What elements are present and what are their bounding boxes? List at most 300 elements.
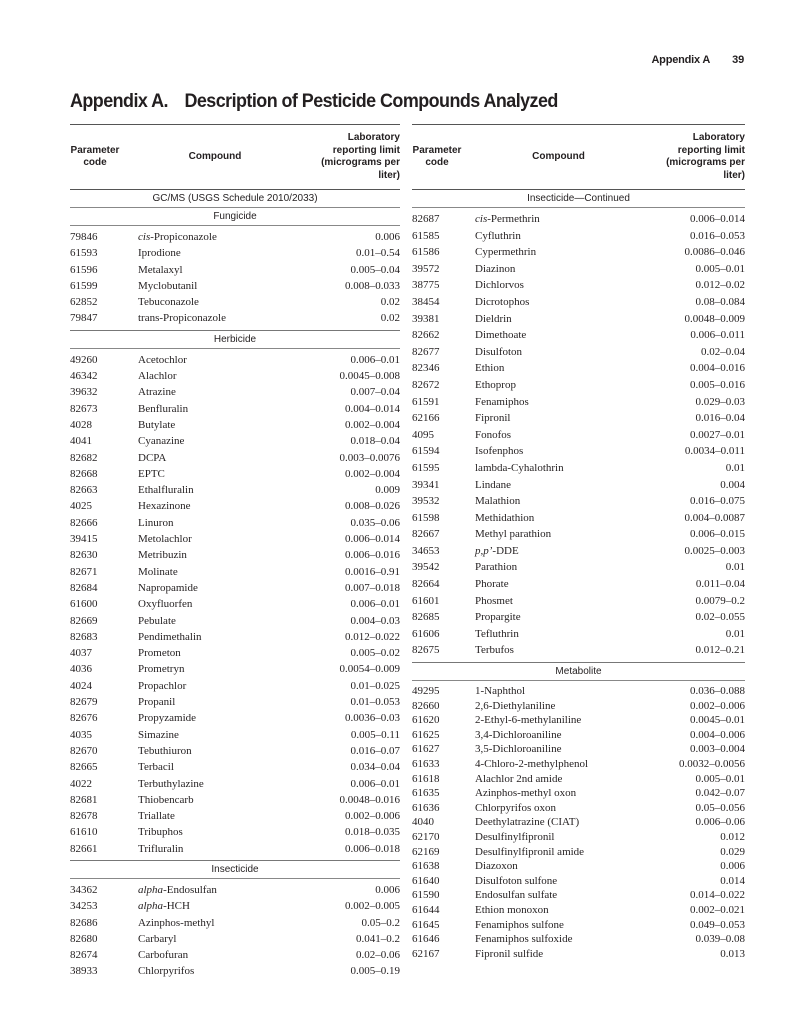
section-heading: Fungicide bbox=[70, 208, 400, 226]
compound-name bbox=[475, 410, 696, 427]
compound-base-name: Prometon bbox=[138, 647, 181, 660]
reporting-limit: 0.01–0.54 bbox=[356, 247, 400, 260]
table-row bbox=[70, 743, 400, 759]
compound-name bbox=[475, 626, 726, 643]
compound-base-name: Metolachlor bbox=[138, 533, 192, 546]
parameter-code: 61601 bbox=[412, 594, 440, 607]
compound-base-name: Simazine bbox=[138, 728, 179, 741]
parameter-code: 34653 bbox=[412, 544, 440, 557]
compound-name bbox=[475, 526, 690, 543]
table-row bbox=[70, 963, 400, 979]
parameter-code: 61599 bbox=[70, 279, 98, 292]
table-row bbox=[412, 294, 745, 311]
table-row bbox=[412, 427, 745, 444]
parameter-code: 61585 bbox=[412, 229, 440, 242]
compound-name bbox=[475, 918, 690, 933]
parameter-code: 61636 bbox=[412, 801, 440, 814]
header-parameter-code: Parameter code bbox=[412, 144, 462, 168]
reporting-limit: 0.0048–0.009 bbox=[684, 312, 745, 325]
running-head-label: Appendix A bbox=[651, 54, 711, 66]
table-row bbox=[412, 859, 745, 874]
reporting-limit: 0.012–0.02 bbox=[695, 279, 745, 292]
compound-name bbox=[138, 278, 345, 294]
reporting-limit: 0.018–0.035 bbox=[345, 826, 400, 839]
table-row bbox=[412, 684, 745, 699]
compound-name bbox=[475, 443, 685, 460]
compound-base-name: lambda-Cyhalothrin bbox=[475, 461, 564, 474]
reporting-limit: 0.006 bbox=[375, 883, 400, 896]
table-row bbox=[412, 493, 745, 510]
table-row bbox=[70, 898, 400, 914]
reporting-limit: 0.007–0.018 bbox=[345, 581, 400, 594]
compound-name bbox=[138, 580, 345, 596]
reporting-limit: 0.042–0.07 bbox=[695, 787, 745, 800]
parameter-code: 61590 bbox=[412, 889, 440, 902]
table-row bbox=[70, 727, 400, 743]
compound-base-name: Desulfinylfipronil amide bbox=[475, 845, 585, 858]
parameter-code: 82673 bbox=[70, 402, 98, 415]
table-row bbox=[70, 629, 400, 645]
compound-base-name: Metalaxyl bbox=[138, 263, 183, 276]
reporting-limit: 0.02–0.055 bbox=[695, 611, 745, 624]
compound-base-name: Disulfoton bbox=[475, 345, 523, 358]
compound-name bbox=[475, 932, 696, 947]
reporting-limit: 0.006–0.015 bbox=[690, 528, 745, 541]
reporting-limit: 0.006–0.016 bbox=[345, 549, 400, 562]
compound-base-name: Iprodione bbox=[138, 247, 181, 260]
compound-name bbox=[138, 629, 345, 645]
reporting-limit: 0.0045–0.008 bbox=[339, 370, 400, 383]
table-row bbox=[412, 526, 745, 543]
compound-name bbox=[475, 543, 685, 560]
compound-base-name: -Endosulfan bbox=[163, 883, 217, 896]
compound-base-name: Terbacil bbox=[138, 761, 174, 774]
reporting-limit: 0.002–0.006 bbox=[345, 810, 400, 823]
parameter-code: 82663 bbox=[70, 484, 98, 497]
compound-base-name: Napropamide bbox=[138, 581, 198, 594]
compound-name bbox=[475, 427, 690, 444]
reporting-limit: 0.016–0.075 bbox=[690, 495, 745, 508]
compound-name bbox=[475, 344, 701, 361]
table-row bbox=[70, 931, 400, 947]
compound-base-name: Linuron bbox=[138, 516, 174, 529]
reporting-limit: 0.006–0.01 bbox=[350, 353, 400, 366]
compound-name bbox=[138, 450, 340, 466]
parameter-code: 61598 bbox=[412, 511, 440, 524]
table-row bbox=[412, 576, 745, 593]
parameter-code: 49295 bbox=[412, 685, 440, 698]
table-row bbox=[412, 311, 745, 328]
reporting-limit: 0.036–0.088 bbox=[690, 685, 745, 698]
compound-name bbox=[475, 830, 720, 845]
table-row bbox=[412, 327, 745, 344]
reporting-limit: 0.016–0.053 bbox=[690, 229, 745, 242]
compound-name bbox=[475, 713, 690, 728]
reporting-limit: 0.002–0.004 bbox=[345, 418, 400, 431]
reporting-limit: 0.004–0.0087 bbox=[684, 511, 745, 524]
parameter-code: 61633 bbox=[412, 758, 440, 770]
compound-base-name: Lindane bbox=[475, 478, 512, 491]
table-row bbox=[412, 888, 745, 903]
compound-name bbox=[138, 245, 356, 261]
table-row bbox=[412, 377, 745, 394]
compound-base-name: Alachlor bbox=[138, 370, 177, 383]
reporting-limit: 0.004–0.014 bbox=[345, 402, 400, 415]
compound-base-name: -HCH bbox=[163, 900, 190, 913]
page-number: 39 bbox=[732, 54, 744, 66]
table-row bbox=[70, 401, 400, 417]
table-row bbox=[70, 776, 400, 792]
pesticide-table-left bbox=[70, 124, 400, 983]
compound-name bbox=[475, 510, 685, 527]
compound-name bbox=[138, 229, 375, 245]
table-row bbox=[412, 394, 745, 411]
reporting-limit: 0.006–0.014 bbox=[345, 533, 400, 546]
table-row bbox=[412, 713, 745, 728]
parameter-code: 82678 bbox=[70, 810, 98, 823]
compound-base-name: Benfluralin bbox=[138, 402, 189, 415]
table-row bbox=[412, 460, 745, 477]
reporting-limit: 0.007–0.04 bbox=[350, 386, 400, 399]
parameter-code: 82662 bbox=[412, 329, 440, 342]
reporting-limit: 0.006–0.018 bbox=[345, 842, 400, 855]
parameter-code: 82666 bbox=[70, 516, 98, 529]
table-row bbox=[412, 815, 745, 830]
compound-base-name: Propanil bbox=[138, 696, 176, 709]
compound-base-name: Methyl parathion bbox=[475, 528, 552, 541]
parameter-code: 82676 bbox=[70, 712, 98, 725]
parameter-code: 4035 bbox=[70, 728, 92, 741]
parameter-code: 82671 bbox=[70, 565, 98, 578]
compound-base-name: 3,5-Dichloroaniline bbox=[475, 743, 562, 756]
parameter-code: 38454 bbox=[412, 295, 440, 308]
compound-name bbox=[475, 815, 696, 830]
reporting-limit: 0.006 bbox=[720, 860, 745, 873]
compound-name bbox=[475, 874, 720, 889]
parameter-code: 61625 bbox=[412, 728, 440, 741]
compound-name bbox=[475, 947, 720, 962]
parameter-code: 39415 bbox=[70, 533, 98, 546]
parameter-code: 34362 bbox=[70, 883, 98, 896]
reporting-limit: 0.008–0.033 bbox=[345, 279, 400, 292]
compound-name bbox=[138, 352, 351, 368]
compound-name bbox=[138, 841, 345, 857]
reporting-limit: 0.006–0.06 bbox=[695, 816, 745, 829]
parameter-code: 61591 bbox=[412, 395, 440, 408]
compound-base-name: Terbuthylazine bbox=[138, 777, 204, 790]
table-row bbox=[70, 841, 400, 857]
table-row bbox=[70, 882, 400, 898]
compound-base-name: Dieldrin bbox=[475, 312, 512, 325]
parameter-code: 82685 bbox=[412, 611, 440, 624]
parameter-code: 61618 bbox=[412, 772, 440, 785]
reporting-limit: 0.029–0.03 bbox=[695, 395, 745, 408]
table-row bbox=[412, 626, 745, 643]
table-row bbox=[70, 564, 400, 580]
parameter-code: 61600 bbox=[70, 598, 98, 611]
reporting-limit: 0.012–0.21 bbox=[695, 644, 745, 657]
section-heading: Herbicide bbox=[70, 330, 400, 349]
reporting-limit: 0.002–0.004 bbox=[345, 467, 400, 480]
parameter-code: 62167 bbox=[412, 947, 440, 960]
compound-base-name: -Propiconazole bbox=[150, 231, 217, 243]
table-row bbox=[412, 510, 745, 527]
parameter-code: 82660 bbox=[412, 699, 440, 712]
parameter-code: 82669 bbox=[70, 614, 98, 627]
table-row bbox=[70, 694, 400, 710]
parameter-code: 61620 bbox=[412, 714, 440, 727]
compound-base-name: Cyfluthrin bbox=[475, 229, 521, 242]
reporting-limit: 0.006–0.011 bbox=[690, 329, 745, 342]
table-row bbox=[412, 559, 745, 576]
table-row bbox=[70, 368, 400, 384]
compound-name bbox=[475, 772, 696, 787]
reporting-limit: 0.01–0.053 bbox=[350, 696, 400, 709]
compound-base-name: Tebuconazole bbox=[138, 296, 199, 309]
compound-base-name: Disulfoton sulfone bbox=[475, 874, 558, 887]
parameter-code: 82665 bbox=[70, 761, 98, 774]
parameter-code: 82679 bbox=[70, 696, 98, 709]
compound-name bbox=[138, 645, 351, 661]
compound-base-name: Tribuphos bbox=[138, 826, 183, 839]
table-row bbox=[70, 759, 400, 775]
table-row bbox=[70, 352, 400, 368]
compound-base-name: Thiobencarb bbox=[138, 793, 194, 806]
compound-name bbox=[138, 401, 345, 417]
compound-name bbox=[138, 915, 362, 931]
compound-base-name: Alachlor 2nd amide bbox=[475, 772, 563, 785]
reporting-limit: 0.029 bbox=[720, 845, 745, 858]
reporting-limit: 0.012–0.022 bbox=[345, 630, 400, 643]
parameter-code: 82686 bbox=[70, 916, 98, 929]
table-row bbox=[70, 515, 400, 531]
reporting-limit: 0.014 bbox=[720, 874, 745, 887]
reporting-limit: 0.008–0.026 bbox=[345, 500, 400, 513]
table-row bbox=[412, 344, 745, 361]
reporting-limit: 0.035–0.06 bbox=[350, 516, 400, 529]
compound-base-name: Endosulfan sulfate bbox=[475, 889, 558, 902]
parameter-code: 61646 bbox=[412, 933, 440, 946]
compound-name bbox=[138, 368, 340, 384]
compound-base-name: Butylate bbox=[138, 418, 176, 431]
reporting-limit: 0.039–0.08 bbox=[695, 933, 745, 946]
compound-name bbox=[138, 776, 351, 792]
compound-base-name: Ethoprop bbox=[475, 378, 516, 391]
table-row bbox=[70, 417, 400, 433]
reporting-limit: 0.0025–0.003 bbox=[684, 544, 745, 557]
section-rows bbox=[70, 349, 400, 860]
parameter-code: 82680 bbox=[70, 932, 98, 945]
compound-base-name: Diazinon bbox=[475, 262, 516, 275]
reporting-limit: 0.05–0.056 bbox=[695, 801, 745, 814]
table-row bbox=[70, 433, 400, 449]
table-row bbox=[70, 278, 400, 294]
compound-base-name: DCPA bbox=[138, 451, 167, 464]
table-row bbox=[70, 613, 400, 629]
parameter-code: 49260 bbox=[70, 353, 98, 366]
table-row bbox=[412, 360, 745, 377]
compound-base-name: Prometryn bbox=[138, 663, 185, 676]
compound-name bbox=[138, 482, 375, 498]
compound-base-name: Cyanazine bbox=[138, 435, 185, 448]
compound-base-name: Metribuzin bbox=[138, 549, 187, 562]
compound-base-name: Propachlor bbox=[138, 679, 187, 692]
compound-base-name: Dimethoate bbox=[475, 329, 527, 342]
reporting-limit: 0.0048–0.016 bbox=[339, 793, 400, 806]
parameter-code: 61594 bbox=[412, 445, 440, 458]
compound-base-name: 3,4-Dichloroaniline bbox=[475, 728, 562, 741]
compound-name bbox=[138, 417, 345, 433]
parameter-code: 82346 bbox=[412, 362, 440, 375]
compound-base-name: Tefluthrin bbox=[475, 627, 519, 640]
reporting-limit: 0.003–0.0076 bbox=[339, 451, 400, 464]
compound-base-name: Cypermethrin bbox=[475, 246, 537, 259]
reporting-limit: 0.034–0.04 bbox=[350, 761, 400, 774]
section-heading: Metabolite bbox=[412, 662, 745, 681]
section-heading: Insecticide—Continued bbox=[412, 190, 745, 208]
compound-name bbox=[138, 678, 351, 694]
compound-base-name: Azinphos-methyl bbox=[138, 916, 215, 929]
compound-name bbox=[138, 727, 351, 743]
reporting-limit: 0.0034–0.011 bbox=[684, 445, 745, 458]
compound-name bbox=[138, 613, 351, 629]
parameter-code: 38775 bbox=[412, 279, 440, 292]
table-row bbox=[70, 245, 400, 261]
compound-base-name: Pebulate bbox=[138, 614, 176, 627]
parameter-code: 82672 bbox=[412, 378, 440, 391]
table-row bbox=[70, 531, 400, 547]
parameter-code: 4022 bbox=[70, 777, 92, 790]
compound-base-name: Desulfinylfipronil bbox=[475, 830, 555, 843]
compound-base-name: Ethion monoxon bbox=[475, 903, 549, 916]
compound-name bbox=[138, 433, 351, 449]
compound-name bbox=[475, 493, 690, 510]
reporting-limit: 0.005–0.19 bbox=[350, 965, 400, 978]
compound-name bbox=[138, 694, 351, 710]
section-rows bbox=[70, 879, 400, 983]
parameter-code: 62852 bbox=[70, 296, 98, 309]
compound-base-name: Fenamiphos sulfoxide bbox=[475, 933, 573, 946]
compound-name bbox=[475, 228, 690, 245]
compound-name bbox=[475, 845, 720, 860]
parameter-code: 61640 bbox=[412, 874, 440, 887]
compound-name bbox=[138, 710, 345, 726]
reporting-limit: 0.009 bbox=[375, 484, 400, 497]
parameter-code: 61644 bbox=[412, 903, 440, 916]
table-row bbox=[412, 410, 745, 427]
table-row bbox=[412, 593, 745, 610]
compound-name bbox=[475, 327, 690, 344]
parameter-code: 61586 bbox=[412, 246, 440, 259]
section-rows bbox=[412, 681, 745, 964]
parameter-code: 62170 bbox=[412, 830, 440, 843]
compound-name bbox=[138, 963, 351, 979]
title-text: Description of Pesticide Compounds Analyzed bbox=[184, 90, 558, 112]
running-head bbox=[651, 54, 744, 66]
compound-base-name: Carbaryl bbox=[138, 932, 177, 945]
compound-name bbox=[138, 743, 351, 759]
parameter-code: 82675 bbox=[412, 644, 440, 657]
table-row bbox=[70, 450, 400, 466]
compound-name bbox=[138, 294, 381, 310]
compound-name bbox=[475, 786, 696, 801]
compound-base-name: 2-Ethyl-6-methylaniline bbox=[475, 714, 582, 727]
parameter-code: 82630 bbox=[70, 549, 98, 562]
parameter-code: 61595 bbox=[412, 461, 440, 474]
reporting-limit: 0.02–0.06 bbox=[356, 949, 400, 962]
reporting-limit: 0.006–0.01 bbox=[350, 598, 400, 611]
table-row bbox=[412, 609, 745, 626]
compound-base-name: Dichlorvos bbox=[475, 279, 524, 292]
compound-name bbox=[138, 898, 345, 914]
header-reporting-limit: Laboratory reporting limit (micrograms per liter) bbox=[666, 132, 745, 181]
table-row bbox=[70, 294, 400, 310]
compound-name bbox=[138, 882, 375, 898]
compound-name bbox=[475, 377, 690, 394]
reporting-limit: 0.004–0.016 bbox=[690, 362, 745, 375]
table-row bbox=[70, 678, 400, 694]
reporting-limit: 0.02 bbox=[380, 296, 400, 309]
compound-base-name: Chlorpyrifos oxon bbox=[475, 801, 556, 814]
parameter-code: 4036 bbox=[70, 663, 92, 676]
compound-base-name: -DDE bbox=[492, 544, 519, 557]
parameter-code: 82682 bbox=[70, 451, 98, 464]
compound-base-name: Methidathion bbox=[475, 511, 535, 524]
parameter-code: 34253 bbox=[70, 900, 98, 913]
parameter-code: 61638 bbox=[412, 860, 440, 873]
compound-name bbox=[138, 596, 351, 612]
table-row bbox=[412, 786, 745, 801]
compound-base-name: Molinate bbox=[138, 565, 178, 578]
compound-name bbox=[475, 859, 720, 874]
reporting-limit: 0.0054–0.009 bbox=[339, 663, 400, 676]
table-row bbox=[70, 466, 400, 482]
compound-prefix: alpha bbox=[138, 900, 164, 913]
compound-base-name: Oxyfluorfen bbox=[138, 598, 193, 611]
reporting-limit: 0.016–0.04 bbox=[695, 412, 745, 425]
parameter-code: 82674 bbox=[70, 949, 98, 962]
table-row bbox=[412, 211, 745, 228]
parameter-code: 61645 bbox=[412, 918, 440, 931]
compound-name bbox=[475, 244, 685, 261]
compound-name bbox=[138, 547, 345, 563]
table-row bbox=[412, 261, 745, 278]
compound-name bbox=[138, 792, 340, 808]
parameter-code: 82677 bbox=[412, 345, 440, 358]
table-row bbox=[70, 808, 400, 824]
parameter-code: 82661 bbox=[70, 842, 98, 855]
table-row bbox=[70, 482, 400, 498]
compound-name bbox=[138, 808, 345, 824]
parameter-code: 38933 bbox=[70, 965, 98, 978]
table-row bbox=[70, 710, 400, 726]
table-row bbox=[412, 932, 745, 947]
compound-prefix: cis bbox=[138, 231, 151, 243]
compound-base-name: Fenamiphos sulfone bbox=[475, 918, 564, 931]
compound-base-name: Phosmet bbox=[475, 594, 513, 607]
reporting-limit: 0.01–0.025 bbox=[350, 679, 400, 692]
compound-base-name: Acetochlor bbox=[138, 353, 187, 366]
compound-base-name: Tebuthiuron bbox=[138, 744, 192, 757]
compound-base-name: 4-Chloro-2-methylphenol bbox=[475, 758, 589, 770]
table-row bbox=[412, 642, 745, 659]
parameter-code: 82683 bbox=[70, 630, 98, 643]
header-reporting-limit: Laboratory reporting limit (micrograms per liter) bbox=[321, 132, 400, 181]
table-row bbox=[70, 824, 400, 840]
header-compound: Compound bbox=[188, 150, 242, 162]
method-heading: GC/MS (USGS Schedule 2010/2033) bbox=[70, 190, 400, 208]
parameter-code: 4040 bbox=[412, 816, 434, 829]
